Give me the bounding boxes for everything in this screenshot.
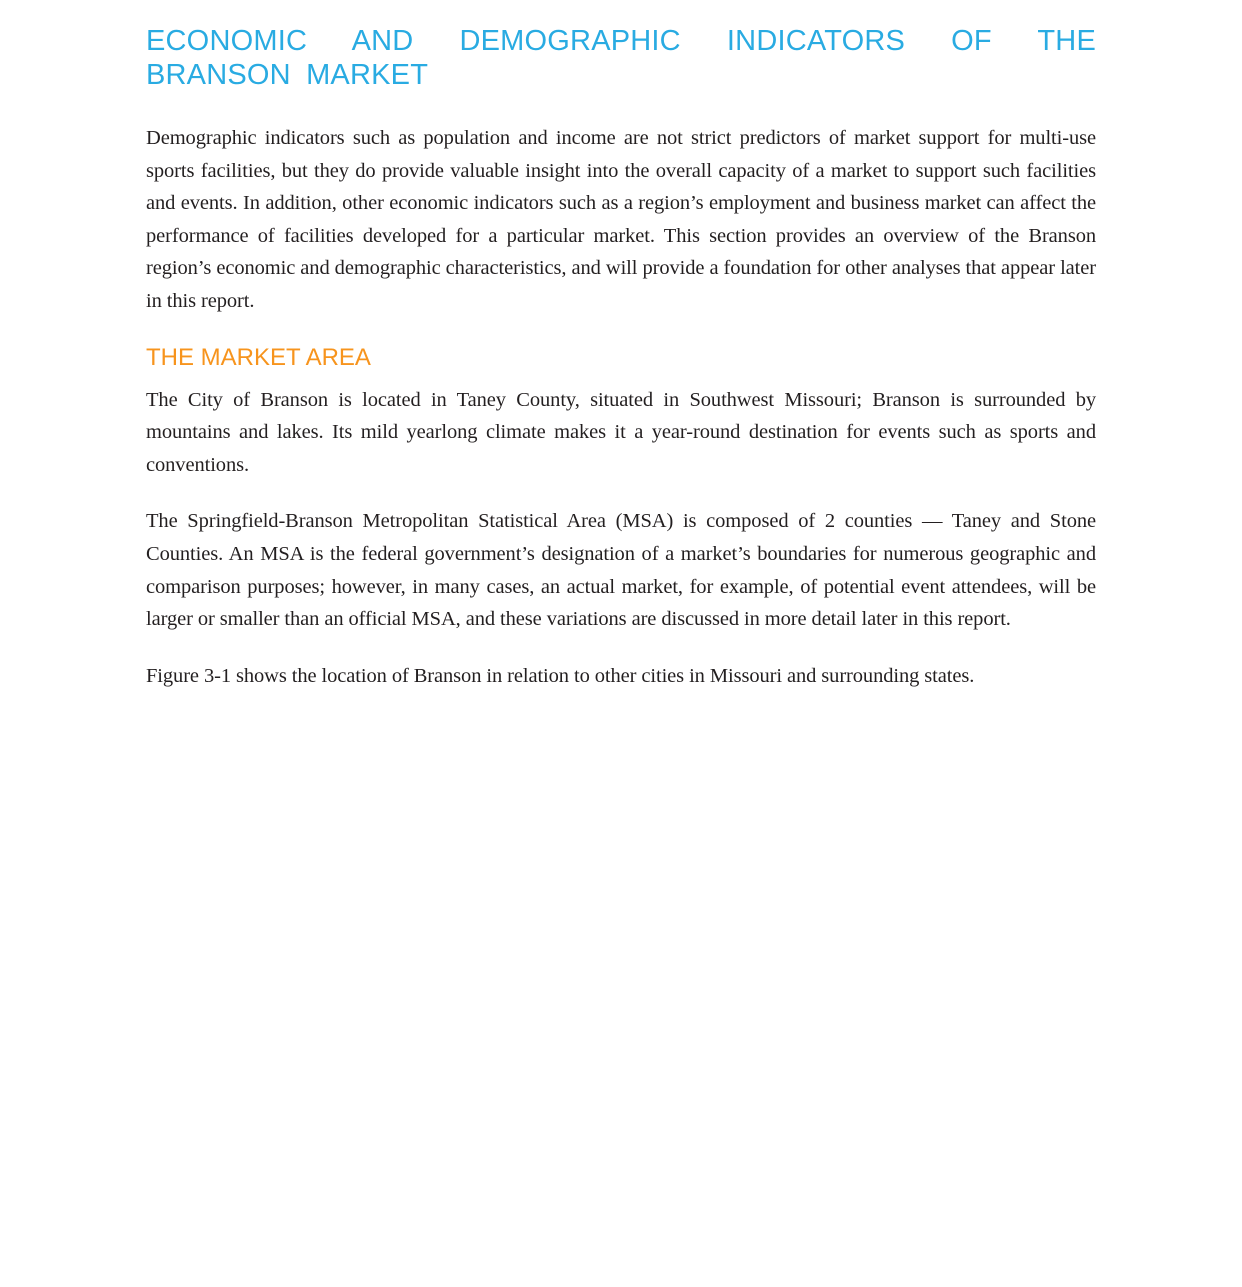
- section-heading-market-area: THE MARKET AREA: [146, 343, 371, 371]
- intro-paragraph: Demographic indicators such as population and income are not strict predictors of market support for multi-use sports facilities, but they do provide valuable insight into the overall capacity of a market to support such facilities and events. In addition, other economic indicators such as a region’s employment and business market can affect the performance of facilities developed for a particular market. This section provides an overview of the Branson region’s economic and demographic characteristics, and will provide a foundation for other analyses that appear later in this report.: [146, 127, 1096, 312]
- page-title: ECONOMIC AND DEMOGRAPHIC INDICATORS OF THE BRANSON MARKET: [146, 25, 1096, 91]
- market-area-paragraph-2: The Springfield-Branson Metropolitan Statistical Area (MSA) is composed of 2 counties — Taney and Stone Counties. An MSA is the federal government’s designation of a market’s boundaries for numerous geographic and comparison purposes; however, in many cases, an actual market, for example, of potential event attendees, will be larger or smaller than an official MSA, and these variations are discussed in more detail later in this report.: [146, 510, 1096, 631]
- document-page: [146, 24, 1096, 716]
- figure-reference-paragraph: Figure 3-1 shows the location of Branson in relation to other cities in Missouri and surrounding states.: [146, 664, 975, 687]
- market-area-paragraph-1: The City of Branson is located in Taney County, situated in Southwest Missouri; Branson is surrounded by mountains and lakes. Its mild yearlong climate makes it a year-round destination for events such as sports and conventions.: [146, 388, 1096, 476]
